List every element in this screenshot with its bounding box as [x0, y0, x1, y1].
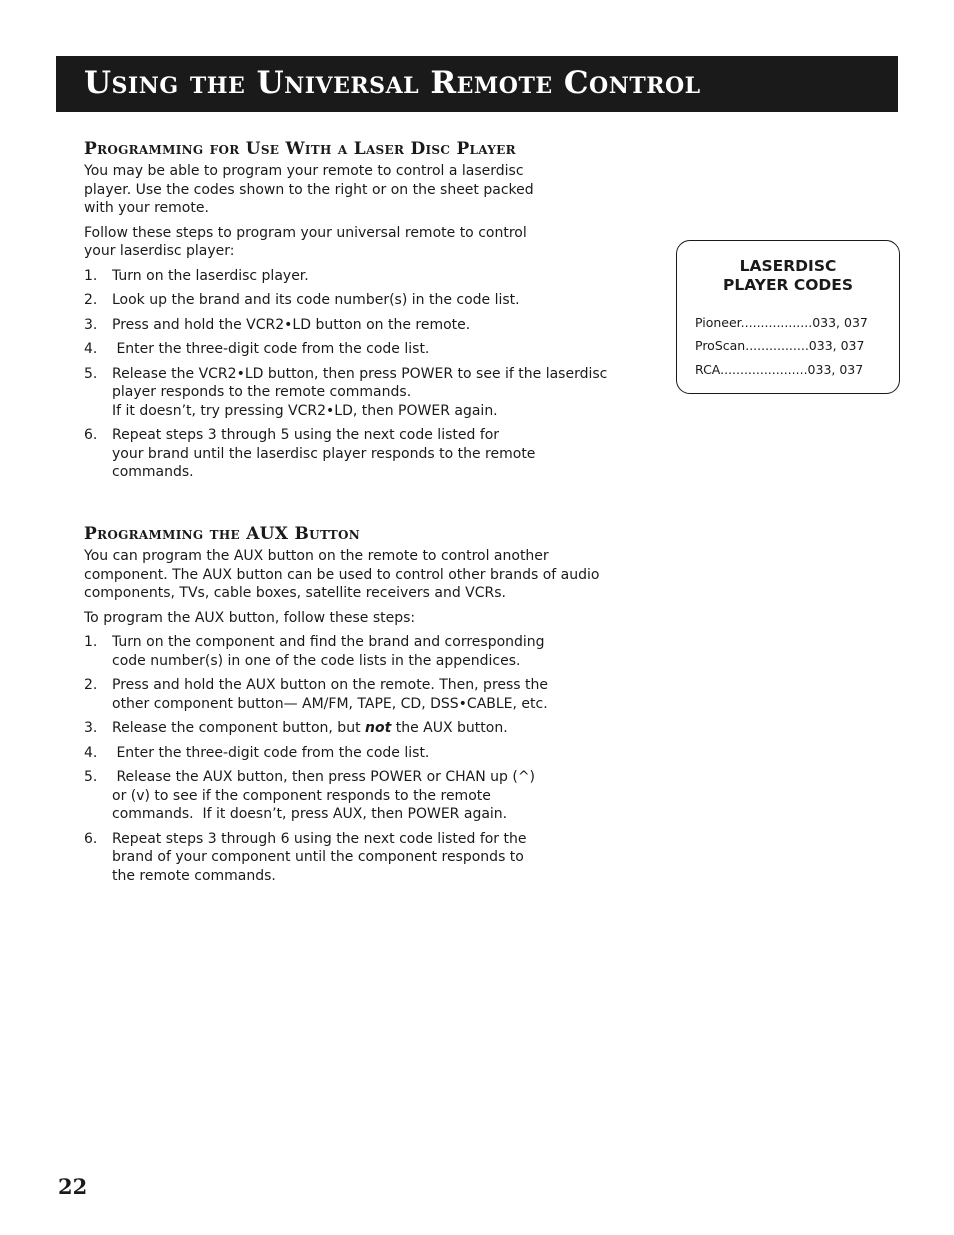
page-header: [56, 56, 898, 112]
page-number: 22: [58, 1174, 88, 1199]
laserdisc-codes-box: [676, 240, 900, 394]
list-item: 6. Repeat steps 3 through 5 using the next code listed for your brand until the laserdisc player responds to the remote commands.: [84, 427, 536, 480]
list-item: 4. Enter the three-digit code from the code list.: [84, 744, 430, 761]
laser-disc-heading: Programming for Use With a Laser Disc Player: [84, 139, 516, 159]
aux-intro: You can program the AUX button on the remote to control another component. The AUX button can be used to control other brands of audio components, TVs, cable boxes, satellite receivers and VCRs.: [84, 548, 600, 601]
codes-box-title: LASERDISC PLAYER CODES: [722, 257, 854, 294]
code-row-pioneer: Pioneer..................033, 037: [695, 315, 868, 330]
page-title: Using the Universal Remote Control: [84, 65, 701, 101]
aux-section: [84, 524, 614, 891]
aux-heading: Programming the AUX Button: [84, 524, 360, 544]
list-item: 3. Release the component button, but not the AUX button.: [84, 720, 508, 736]
emphasis-not: not: [365, 720, 392, 736]
code-row-proscan: ProScan................033, 037: [695, 338, 865, 353]
laser-disc-intro: You may be able to program your remote to control a laserdisc player. Use the codes shown to the right or on the sheet packed with your remote.: [84, 163, 534, 216]
list-item: 3. Press and hold the VCR2•LD button on the remote.: [84, 316, 471, 333]
list-item: 1. Turn on the laserdisc player.: [84, 267, 309, 284]
list-item: 4. Enter the three-digit code from the code list.: [84, 341, 430, 357]
laser-disc-section: [84, 139, 614, 488]
list-item: 2. Look up the brand and its code number(s) in the code list.: [84, 292, 520, 308]
aux-steps: [84, 633, 614, 885]
aux-instructions: To program the AUX button, follow these steps:: [84, 609, 416, 626]
list-item: 6. Repeat steps 3 through 6 using the next code listed for the brand of your component until the component responds to the remote commands.: [84, 830, 527, 884]
code-row-rca: RCA......................033, 037: [695, 362, 864, 377]
laser-disc-instructions: Follow these steps to program your universal remote to control your laserdisc player:: [84, 224, 527, 259]
list-item: 5. Release the VCR2•LD button, then press POWER to see if the laserdisc player responds to the remote commands. If it doesn’t, try pressing VCR2•LD, then POWER again.: [84, 365, 608, 419]
laser-disc-steps: [84, 267, 614, 482]
list-item: 1. Turn on the component and find the brand and corresponding code number(s) in one of the code lists in the appendices.: [84, 634, 545, 669]
list-item: 5. Release the AUX button, then press POWER or CHAN up (^) or (v) to see if the component responds to the remote commands. If it doesn’t, press AUX, then POWER again.: [84, 769, 536, 822]
list-item: 2. Press and hold the AUX button on the remote. Then, press the other component button— AM/FM, TAPE, CD, DSS•CABLE, etc.: [84, 677, 549, 712]
